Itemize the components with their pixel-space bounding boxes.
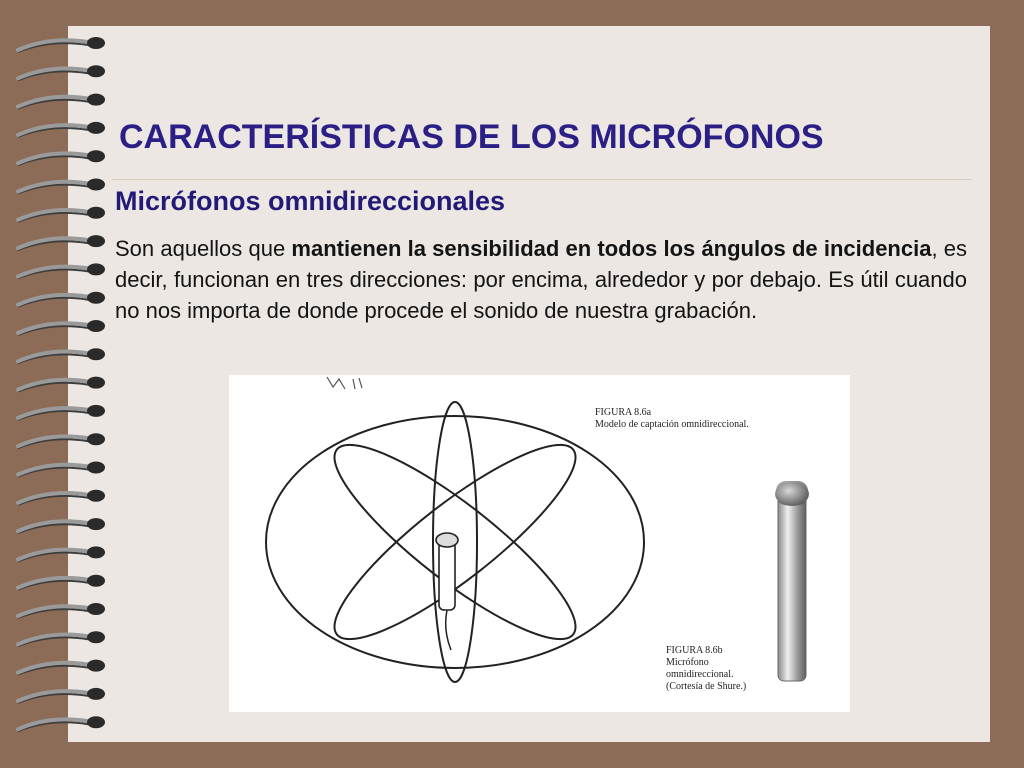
spiral-binding — [0, 0, 140, 768]
body-text-bold: mantienen la sensibilidad en todos los ángulos de incidencia — [291, 236, 932, 261]
spiral-ring — [18, 150, 105, 165]
caption-a-line-1: FIGURA 8.6a — [595, 407, 652, 418]
caption-b-line-3: omnidireccional. — [666, 669, 734, 680]
figure-image — [229, 375, 850, 712]
spiral-ring — [18, 348, 105, 363]
figure-caption-a — [595, 407, 749, 431]
spiral-ring — [18, 603, 105, 618]
spiral-ring — [18, 263, 105, 278]
caption-b-line-1: FIGURA 8.6b — [666, 645, 723, 656]
body-text-part-2: , es decir, funcionan en tres direcciones: por encima, alrededor y por debajo. Es útil cuando no nos importa de donde procede el sonido de nuestra grabación. — [115, 236, 967, 323]
spiral-ring — [18, 490, 105, 505]
figure-drawing — [229, 375, 850, 712]
caption-a-line-2: Modelo de captación omnidireccional. — [595, 419, 749, 430]
spiral-ring — [18, 122, 105, 137]
figure-caption-b — [666, 645, 746, 693]
spiral-ring — [18, 292, 105, 307]
microphone-photo — [775, 481, 809, 681]
body-paragraph — [115, 233, 967, 326]
spiral-ring — [18, 631, 105, 646]
spiral-ring — [18, 433, 105, 448]
spiral-ring — [18, 207, 105, 222]
spiral-ring — [18, 660, 105, 675]
spiral-ring — [18, 37, 105, 52]
spiral-ring — [18, 716, 105, 731]
spiral-ring — [18, 462, 105, 477]
spiral-ring — [18, 546, 105, 561]
caption-b-line-4: (Cortesía de Shure.) — [666, 681, 747, 692]
slide-title: CARACTERÍSTICAS DE LOS MICRÓFONOS — [119, 118, 824, 156]
spiral-ring — [18, 179, 105, 194]
spiral-ring — [18, 94, 105, 109]
spiral-ring — [18, 377, 105, 392]
spiral-ring — [18, 575, 105, 590]
spiral-ring — [18, 320, 105, 335]
spiral-ring — [18, 235, 105, 250]
center-microphone-drawing — [436, 533, 458, 650]
section-subtitle: Micrófonos omnidireccionales — [115, 186, 506, 216]
title-divider — [112, 179, 972, 180]
spiral-ring — [18, 518, 105, 533]
scribble-mark — [327, 377, 362, 389]
spiral-ring — [18, 405, 105, 420]
spiral-ring — [18, 65, 105, 80]
body-text-part-1: Son aquellos que — [115, 236, 292, 261]
spiral-ring — [18, 688, 105, 703]
caption-b-line-2: Micrófono — [666, 657, 709, 668]
